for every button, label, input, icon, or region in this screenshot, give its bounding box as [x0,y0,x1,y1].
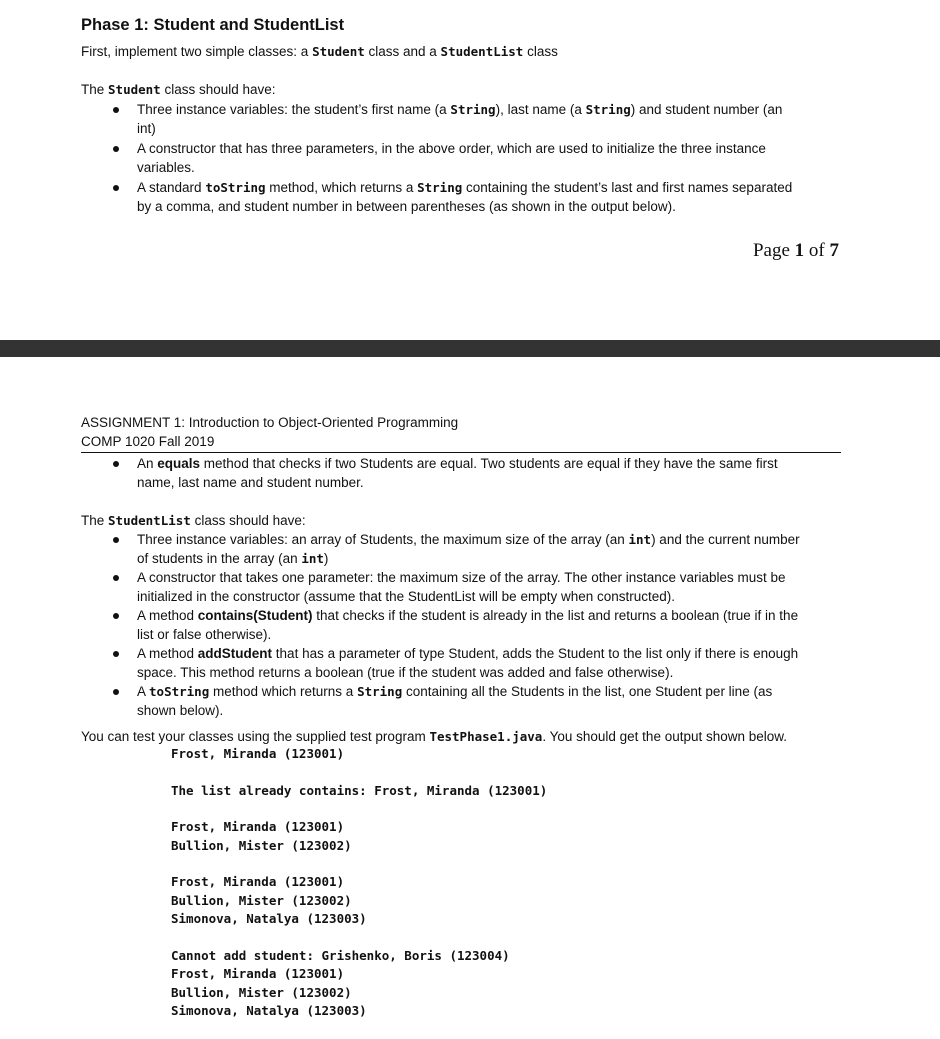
output-line: Bullion, Mister (123002) [171,892,352,908]
text: by a comma, and student number in between parentheses (as shown in the output below). [137,199,676,214]
studentlist-class-intro [81,511,306,530]
code-studentlist: StudentList [108,513,191,528]
output-block [171,782,547,801]
text: . You should get the output shown below. [542,729,788,744]
output-block [171,818,547,855]
code-testphase1: TestPhase1.java [429,729,543,744]
text: name, last name and student number. [137,475,364,490]
code-student: Student [108,82,161,97]
text: A constructor that takes one parameter: the maximum size of the array. The other instance variables must be [137,570,786,585]
bullet-icon [113,185,119,191]
output-line: Simonova, Natalya (123003) [171,1003,367,1018]
list-item [0,100,840,138]
document-page-2 [0,357,940,1024]
output-line: Frost, Miranda (123001) [171,819,345,834]
text: variables. [137,160,195,175]
page-divider [0,340,940,357]
text: ) and student number (an [630,102,783,117]
text: of students in the array (an [137,551,302,566]
text: A method [137,608,198,623]
text: The [81,82,109,97]
text: A method [137,646,198,661]
text: A [137,684,150,699]
bullet-icon [113,107,119,113]
bullet-icon [113,689,119,695]
bullet-icon [113,537,119,543]
list-item [0,644,840,682]
output-block [171,947,547,1021]
text: A constructor that has three parameters, in the above order, which are used to initialize the three instance [137,141,766,156]
text: Three instance variables: an array of Students, the maximum size of the array (an [137,532,629,547]
text: Three instance variables: the student’s first name (a [137,102,451,117]
output-line: Bullion, Mister (123002) [171,984,352,1000]
text: shown below). [137,703,224,718]
page-total: 7 [829,240,839,261]
output-line: The list already contains: Frost, Miranda (123001) [171,782,548,798]
student-class-intro [81,80,276,99]
intro-text: First, implement two simple classes: a [81,44,313,59]
text: int) [137,121,156,136]
code-string: String [417,180,463,195]
list-item [0,178,840,216]
page-label: Page [752,240,795,261]
studentlist-requirements-list [0,530,940,720]
text: An [137,456,158,471]
text: space. This method returns a boolean (true if the student was added and false otherwise). [137,665,674,680]
text: that has a parameter of type Student, adds the Student to the list only if there is enough [272,646,799,661]
text: You can test your classes using the supplied test program [81,729,430,744]
intro-text: class and a [364,44,441,59]
bold-equals: equals [157,456,201,471]
output-block [171,745,547,764]
text: method which returns a [209,684,358,699]
sample-output [171,745,547,1039]
list-item [0,454,840,492]
section-heading: Phase 1: Student and StudentList [81,16,345,34]
section-intro [81,42,558,61]
code-string: String [357,684,403,699]
text: ) [323,551,329,566]
code-int: int [628,532,652,547]
output-line: Simonova, Natalya (123003) [171,911,367,926]
output-line: Bullion, Mister (123002) [171,837,352,853]
text: containing the student’s last and first names separated [462,180,793,195]
bullet-icon [113,575,119,581]
code-tostring: toString [205,180,266,195]
document-page-1 [0,0,940,340]
bullet-icon [113,146,119,152]
bold-addstudent: addStudent [197,646,273,661]
page-number [753,239,839,263]
output-line: Cannot add student: Grishenko, Boris (123004) [171,947,510,963]
bullet-icon [113,613,119,619]
running-header-course: COMP 1020 Fall 2019 [81,434,215,449]
header-rule [81,452,841,453]
running-header-title: ASSIGNMENT 1: Introduction to Object-Oriented Programming [81,415,459,430]
output-line: Frost, Miranda (123001) [171,874,345,889]
code-student: Student [312,44,365,59]
student-requirements-list [0,100,940,217]
output-line: Frost, Miranda (123001) [171,966,345,981]
text: ), last name (a [495,102,586,117]
bullet-icon [113,651,119,657]
text: initialized in the constructor (assume that the StudentList will be empty when constructed). [137,589,676,604]
bold-contains: contains(Student) [197,608,313,623]
code-studentlist: StudentList [440,44,524,59]
text: that checks if the student is already in the list and returns a boolean (true if in the [312,608,799,623]
intro-text: class [523,44,558,59]
code-string: String [450,102,496,117]
code-int: int [301,551,324,566]
list-item [0,682,840,720]
output-line: Frost, Miranda (123001) [171,746,345,761]
page-of: of [804,240,830,261]
code-string: String [585,102,631,117]
list-item [0,139,840,177]
output-block [171,873,547,929]
text: A standard [137,180,206,195]
bullet-icon [113,461,119,467]
test-instructions [81,727,787,746]
text: class should have: [160,82,276,97]
page-current: 1 [794,240,805,261]
text: class should have: [190,513,306,528]
text: list or false otherwise). [137,627,272,642]
text: ) and the current number [651,532,800,547]
student-requirements-list-cont [0,454,940,492]
text: containing all the Students in the list, one Student per line (as [402,684,773,699]
list-item [0,530,840,568]
text: method that checks if two Students are equal. Two students are equal if they have the same first [200,456,778,471]
text: method, which returns a [265,180,418,195]
text: The [81,513,109,528]
list-item [0,606,840,644]
list-item [0,568,840,606]
code-tostring: toString [149,684,210,699]
